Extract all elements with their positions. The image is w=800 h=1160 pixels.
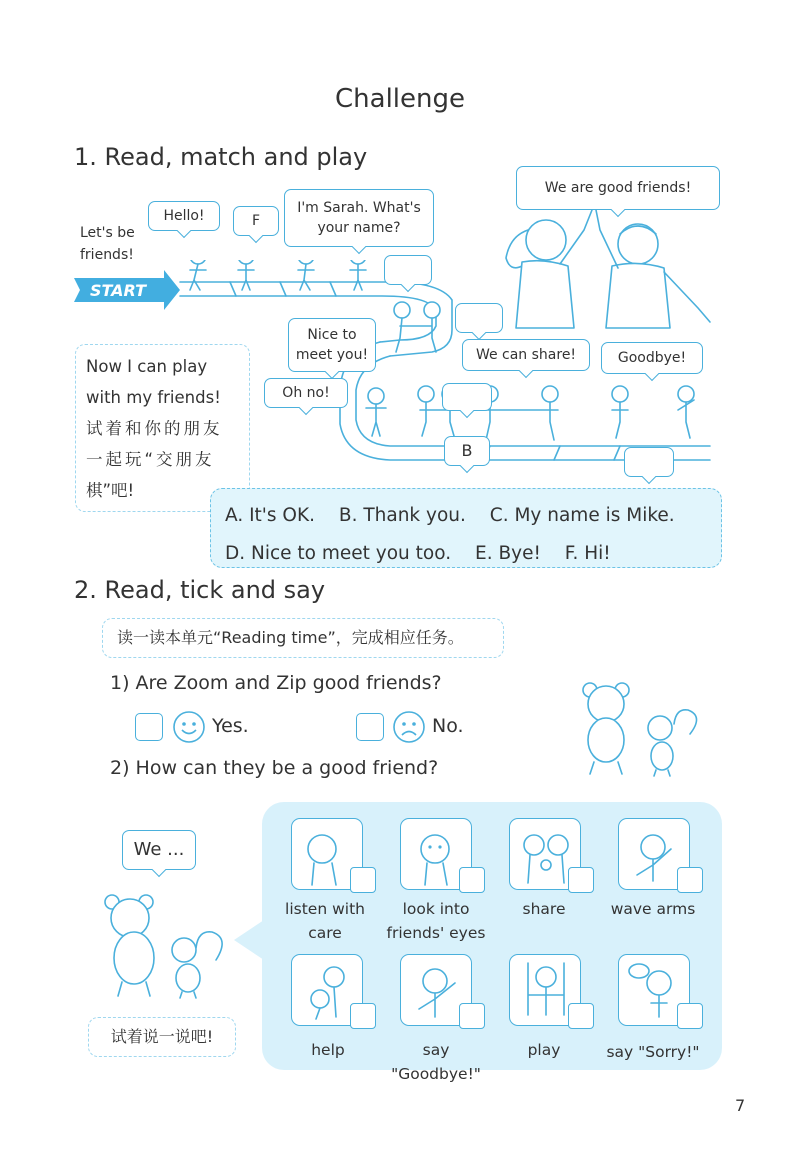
answer-b-bubble: B (444, 436, 490, 466)
answer-a: A. It's OK. (225, 505, 315, 526)
play-note: Now I can play with my friends! 试着和你的朋友 一起玩“交朋友 棋”吧! (75, 344, 250, 512)
option-look-picture (400, 818, 472, 890)
answer-choices-card (210, 488, 722, 568)
option-play-label: play (527, 1041, 561, 1059)
option-goodbye-label: say "Goodbye!" (391, 1041, 481, 1083)
option-goodbye-picture (400, 954, 472, 1026)
instruction-box: 读一读本单元“Reading time”，完成相应任务。 (102, 618, 504, 658)
option-sorry-picture (618, 954, 690, 1026)
hello-bubble: Hello! (148, 201, 220, 231)
option-listen-label: listen with care (285, 900, 365, 942)
sarah-bubble: I'm Sarah. What's your name? (284, 189, 434, 247)
good-friends-bubble: We are good friends! (516, 166, 720, 210)
answer-f-bubble: F (233, 206, 279, 236)
panel-pointer (234, 920, 264, 960)
no-checkbox[interactable] (356, 713, 384, 741)
option-look-checkbox[interactable] (459, 867, 485, 893)
nice-to-meet-you-bubble: Nice to meet you! (288, 318, 376, 372)
option-help-picture (291, 954, 363, 1026)
kids-sharing-figure (482, 386, 558, 440)
option-share-label: share (522, 900, 566, 918)
option-help-label: help (311, 1041, 345, 1059)
no-label: No. (432, 715, 464, 737)
option-share-checkbox[interactable] (568, 867, 594, 893)
zoom-and-zip-walking-illustration (100, 890, 230, 1002)
lets-be-friends-text: Let's be friends! (80, 225, 135, 263)
option-goodbye-checkbox[interactable] (459, 1003, 485, 1029)
answer-f: F. Hi! (564, 543, 611, 564)
option-sorry-checkbox[interactable] (677, 1003, 703, 1029)
option-look-label: look into friends' eyes (386, 900, 486, 942)
start-arrow (74, 270, 180, 310)
kid-1-figure (190, 260, 206, 290)
answer-blank-1[interactable] (384, 255, 432, 285)
answer-blank-3[interactable] (442, 383, 492, 411)
answer-row-1 (225, 497, 707, 535)
try-say-box: 试着说一说吧! (88, 1017, 236, 1057)
answer-b: B. Thank you. (338, 505, 466, 526)
kid-2-figure (238, 260, 254, 290)
share-bubble: We can share! (462, 339, 590, 371)
oh-no-bubble: Oh no! (264, 378, 348, 408)
we-bubble: We ... (122, 830, 196, 870)
zoom-and-zip-illustration (576, 676, 700, 780)
option-play-picture (509, 954, 581, 1026)
option-wave-label: wave arms (610, 900, 696, 918)
sad-face-icon (392, 710, 426, 744)
option-wave-picture (618, 818, 690, 890)
answer-c: C. My name is Mike. (489, 505, 675, 526)
option-listen-checkbox[interactable] (350, 867, 376, 893)
option-help-checkbox[interactable] (350, 1003, 376, 1029)
option-wave-checkbox[interactable] (677, 867, 703, 893)
answer-blank-4[interactable] (624, 447, 674, 477)
kid-4-figure (350, 260, 366, 290)
kid-oh-no-figure (366, 388, 386, 436)
answer-d: D. Nice to meet you too. (225, 543, 452, 564)
happy-face-icon (172, 710, 206, 744)
start-label: START (89, 281, 147, 300)
section-2-heading: 2. Read, tick and say (74, 576, 326, 604)
children-high-five-illustration (488, 200, 720, 330)
option-share-picture (509, 818, 581, 890)
answer-blank-2[interactable] (455, 303, 503, 333)
answer-e: E. Bye! (475, 543, 541, 564)
option-listen-picture (291, 818, 363, 890)
option-sorry-label: say "Sorry!" (606, 1043, 700, 1061)
option-play-checkbox[interactable] (568, 1003, 594, 1029)
kids-handshake-figure (394, 302, 440, 352)
yes-label: Yes. (212, 715, 249, 737)
page-number: 7 (735, 1096, 746, 1115)
kids-goodbye-figure (612, 386, 694, 438)
yes-checkbox[interactable] (135, 713, 163, 741)
answer-row-2 (225, 535, 707, 573)
question-2: 2) How can they be a good friend? (110, 757, 439, 779)
question-1: 1) Are Zoom and Zip good friends? (110, 672, 442, 694)
goodbye-bubble: Goodbye! (601, 342, 703, 374)
kid-3-figure (298, 260, 314, 290)
page-title: Challenge (335, 84, 465, 114)
section-1-heading: 1. Read, match and play (74, 143, 368, 171)
